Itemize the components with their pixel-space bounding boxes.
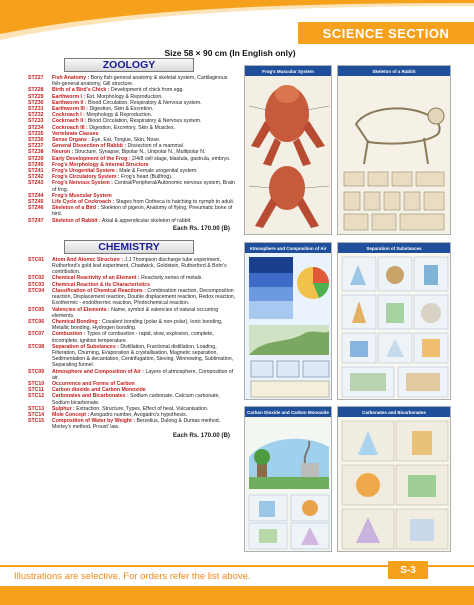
item-title: Early Development of the Frog : bbox=[52, 155, 131, 162]
item-description: Avogadro number, Avogadro's hypothesis. bbox=[89, 411, 188, 418]
item-title: Classification of Chemical Reactions : bbox=[52, 287, 146, 294]
item-text bbox=[52, 344, 236, 369]
item-code: STZ37 bbox=[28, 143, 44, 150]
chemistry-item bbox=[28, 393, 236, 405]
item-description: Ext. Morphology & Reproduction. bbox=[85, 93, 163, 100]
item-description: Sodium carbonate, Calcium carbonate, Sodium bicarbonate. bbox=[52, 393, 220, 406]
item-code: STZ43 bbox=[28, 180, 44, 187]
chemistry-item bbox=[28, 331, 236, 343]
chemistry-list bbox=[28, 257, 236, 431]
zoology-heading: ZOOLOGY bbox=[64, 58, 194, 72]
item-title: Frog's Muscular System bbox=[52, 192, 112, 199]
item-code: STC06 bbox=[28, 318, 45, 325]
item-title: Atmosphere and Composition of Air : bbox=[52, 368, 145, 375]
item-code: STZ40 bbox=[28, 161, 44, 168]
item-description: Distillation, Fractional distillation, Loading, Filteration, Churning, Evaporation & crystallisation, Magnetic separation, Sedimentation & decantation, Centrifugation, Sieving, Winnowing, Sublimation, Separating funnel. bbox=[52, 343, 234, 369]
item-title: Cockroach II : bbox=[52, 118, 87, 125]
chemistry-heading: CHEMISTRY bbox=[64, 240, 194, 254]
item-text bbox=[52, 418, 236, 430]
item-title: Chemical Bonding : bbox=[52, 318, 101, 325]
item-description: Digestion, Skin & Excretion. bbox=[88, 106, 154, 113]
poster-atmosphere bbox=[244, 242, 332, 400]
item-code: STZ32 bbox=[28, 112, 44, 119]
poster-title: Skeleton of a Rabbit bbox=[338, 66, 450, 76]
zoology-item bbox=[28, 205, 236, 217]
rabbit-skeleton-illustration bbox=[338, 76, 451, 235]
item-text bbox=[52, 331, 236, 343]
item-code: STZ41 bbox=[28, 168, 44, 175]
item-description: Name, symbol & valencies of natural occurring elements. bbox=[52, 306, 219, 319]
item-description: Dissection of a mammal bbox=[126, 143, 183, 150]
poster-separation bbox=[337, 242, 451, 400]
item-description: 2/4/8 cell stage, blastula, gastrula, embryo. bbox=[130, 155, 231, 162]
item-text bbox=[52, 257, 236, 276]
item-title: Frog's Morphology & Internal Structure bbox=[52, 161, 149, 168]
zoology-item bbox=[28, 218, 236, 224]
item-code: STC14 bbox=[28, 411, 45, 418]
item-text bbox=[52, 205, 236, 217]
item-title: Occurrence and Forms of Carbon bbox=[52, 380, 135, 387]
item-code: STZ45 bbox=[28, 199, 44, 206]
item-description: Axial & appendicular skeleton of rabbit. bbox=[100, 217, 192, 224]
item-description: Skeleton of pigeon, Anatomy of flying, Pneumatic bone of bird. bbox=[52, 205, 233, 218]
item-title: Neuron : bbox=[52, 149, 74, 156]
item-text bbox=[52, 393, 236, 405]
item-code: STZ27 bbox=[28, 75, 44, 81]
item-code: STZ28 bbox=[28, 87, 44, 94]
item-code: STZ34 bbox=[28, 124, 44, 131]
poster-title: Frog's Muscular System bbox=[245, 66, 331, 76]
item-code: STC11 bbox=[28, 387, 44, 394]
item-title: Valencies of Elements : bbox=[52, 306, 110, 313]
item-title: Earthworm I : bbox=[52, 93, 86, 100]
item-code: STC02 bbox=[28, 275, 45, 282]
item-code: STC09 bbox=[28, 368, 45, 375]
item-code: STC15 bbox=[28, 418, 45, 425]
item-code: STC07 bbox=[28, 331, 45, 338]
poster-carbonates bbox=[337, 406, 451, 552]
zoology-list bbox=[28, 75, 236, 224]
item-description: Frog's heart (Bullfrog). bbox=[119, 174, 173, 181]
chemistry-item bbox=[28, 319, 236, 331]
item-title: Frog's Circulatory System : bbox=[52, 174, 120, 181]
item-code: STC08 bbox=[28, 343, 45, 350]
item-code: STZ35 bbox=[28, 130, 44, 137]
item-text bbox=[52, 218, 236, 224]
chemistry-item bbox=[28, 369, 236, 381]
item-code: STZ42 bbox=[28, 174, 44, 181]
item-text bbox=[52, 180, 236, 192]
item-code: STZ39 bbox=[28, 155, 44, 162]
item-description: Structure, Synapse, Bipolar N., Unipolar N., Multipolar N. bbox=[73, 149, 206, 156]
poster-carbon-dioxide bbox=[244, 406, 332, 552]
chemistry-item bbox=[28, 257, 236, 276]
zoology-item bbox=[28, 75, 236, 87]
item-description: Stages from Ootheca to hatching to nymph to adult. bbox=[114, 199, 235, 206]
chemistry-item bbox=[28, 288, 236, 307]
poster-title: Atmosphere and Composition of Air bbox=[245, 243, 331, 253]
item-description: Eye, Ear, Tongue, Skin, Nose. bbox=[90, 137, 161, 144]
poster-frog-muscular bbox=[244, 65, 332, 235]
item-text bbox=[52, 319, 236, 331]
item-code: STZ47 bbox=[28, 217, 44, 224]
item-title: Frog's Nervous System : bbox=[52, 180, 113, 187]
item-code: STC05 bbox=[28, 306, 45, 313]
chemistry-item bbox=[28, 344, 236, 369]
page-number: S-3 bbox=[388, 561, 428, 579]
item-title: Vertebrate Classes bbox=[52, 130, 99, 137]
poster-title: Carbon Dioxide and Carbon Monoxide bbox=[245, 407, 331, 417]
item-code: STZ30 bbox=[28, 99, 44, 106]
carbonates-illustration bbox=[338, 417, 451, 552]
item-title: Earthworm II : bbox=[52, 99, 87, 106]
chemistry-price: Each Rs. 170.00 (B) bbox=[172, 431, 230, 439]
item-title: Atom And Atomic Structure : bbox=[52, 256, 124, 263]
item-description: Extraction, Structure, Types, Effect of heat, Vulcanisation. bbox=[74, 405, 209, 412]
item-description: Development of chick from egg. bbox=[109, 87, 184, 94]
item-title: Earthworm III : bbox=[52, 106, 89, 113]
item-description: Covalent bonding (polar & non-polar), Ionic bonding, Metallic bonding, Hydrogen bonding. bbox=[52, 318, 223, 332]
item-description: Combination reaction, Decomposition reaction, Displacement reaction, Double displacement reaction, Redox reaction, Exothermic - endothermic reaction, Photochemical reaction. bbox=[52, 287, 236, 307]
item-title: Chemical Reactivity of an Element : bbox=[52, 275, 140, 282]
bottom-band bbox=[0, 586, 474, 605]
item-title: Carbon dioxide and Carbon Monoxide bbox=[52, 387, 146, 394]
size-line: Size 58 × 90 cm (In English only) bbox=[164, 48, 296, 58]
poster-rabbit-skeleton bbox=[337, 65, 451, 235]
item-title: Skeleton of Rabbit : bbox=[52, 217, 101, 224]
item-code: STZ29 bbox=[28, 93, 44, 100]
item-description: Blood Circulation, Respiratory & Nervous system. bbox=[86, 118, 202, 125]
poster-title: Carbonates and Bicarbonates bbox=[338, 407, 450, 417]
item-description: J.J Thompson discharge tube experiment, Rutherford's gold leaf experiment, Chadwick, Goldstein, Rutherford & Bohr's contribution. bbox=[52, 256, 227, 276]
zoology-price: Each Rs. 170.00 (B) bbox=[172, 224, 230, 232]
item-code: STC01 bbox=[28, 256, 45, 263]
item-description: Layers of atmosphere, Composition of air. bbox=[52, 368, 234, 381]
item-text bbox=[52, 75, 236, 87]
item-title: Carbonates and Bicarbonates : bbox=[52, 393, 129, 400]
item-title: Chemical Reaction & its Characteristics bbox=[52, 281, 151, 288]
section-title: SCIENCE SECTION bbox=[298, 22, 474, 44]
item-code: STZ33 bbox=[28, 118, 44, 125]
item-code: STC10 bbox=[28, 380, 45, 387]
item-title: Composition of Water by Weight : bbox=[52, 418, 135, 425]
item-code: STC03 bbox=[28, 281, 45, 288]
item-description: Central/Peripheral/Autonomic nervous system, Brain of frog. bbox=[52, 180, 235, 193]
item-title: Fish Anatomy : bbox=[52, 75, 90, 81]
item-title: Birth of a Bird's Chick : bbox=[52, 87, 110, 94]
item-title: Sulphur : bbox=[52, 405, 75, 412]
item-title: Life Cycle of Cockroach : bbox=[52, 199, 115, 206]
product-list bbox=[28, 58, 236, 439]
item-text bbox=[52, 369, 236, 381]
item-code: STZ31 bbox=[28, 106, 44, 113]
carbon-dioxide-illustration bbox=[245, 417, 332, 552]
item-title: Frog's Urogenital System : bbox=[52, 168, 118, 175]
item-title: Combustion : bbox=[52, 331, 86, 338]
item-code: STZ44 bbox=[28, 192, 44, 199]
chemistry-item bbox=[28, 307, 236, 319]
item-description: Types of combustion - rapid, slow, explosion, complete, incomplete, ignition temperature. bbox=[52, 331, 214, 344]
item-description: Blood Circulation, Respiratory & Nervous system. bbox=[86, 99, 202, 106]
item-code: STC04 bbox=[28, 287, 45, 294]
item-description: Male & Female urogenital system. bbox=[117, 168, 198, 175]
footer-note: Illustrations are selective. For orders refer the list above. bbox=[14, 571, 251, 582]
item-description: Bony fish-general anatomy & skeletal system, Cartilaginous fish-general anatomy, Gill structure. bbox=[52, 75, 228, 88]
item-text bbox=[52, 288, 236, 307]
item-code: STZ38 bbox=[28, 149, 44, 156]
item-title: Mole Concept : bbox=[52, 411, 90, 418]
chemistry-item bbox=[28, 418, 236, 430]
separation-illustration bbox=[338, 253, 451, 400]
item-title: General Dissection of Rabbit : bbox=[52, 143, 127, 150]
item-description: Berzelius, Dulong & Dumas method, Morley's method, Proust' law. bbox=[52, 418, 221, 431]
item-description: Digestion, Excretory, Skin & Muscles. bbox=[87, 124, 176, 131]
item-code: STC13 bbox=[28, 405, 45, 412]
item-code: STC12 bbox=[28, 393, 45, 400]
item-description: Morphology & Reproduction. bbox=[84, 112, 153, 119]
item-title: Cockroach III : bbox=[52, 124, 88, 131]
item-code: STZ36 bbox=[28, 137, 44, 144]
item-description: Reactivity series of metals. bbox=[139, 275, 203, 282]
item-title: Skeleton of a Bird : bbox=[52, 205, 100, 212]
zoology-item bbox=[28, 180, 236, 192]
item-title: Separation of Substances : bbox=[52, 343, 119, 350]
item-title: Cockroach I : bbox=[52, 112, 85, 119]
atmosphere-illustration bbox=[245, 253, 332, 400]
poster-title: Separation of Substances bbox=[338, 243, 450, 253]
frog-illustration bbox=[245, 76, 332, 235]
item-code: STZ46 bbox=[28, 205, 44, 212]
item-title: Sense Organs : bbox=[52, 137, 91, 144]
item-text bbox=[52, 307, 236, 319]
